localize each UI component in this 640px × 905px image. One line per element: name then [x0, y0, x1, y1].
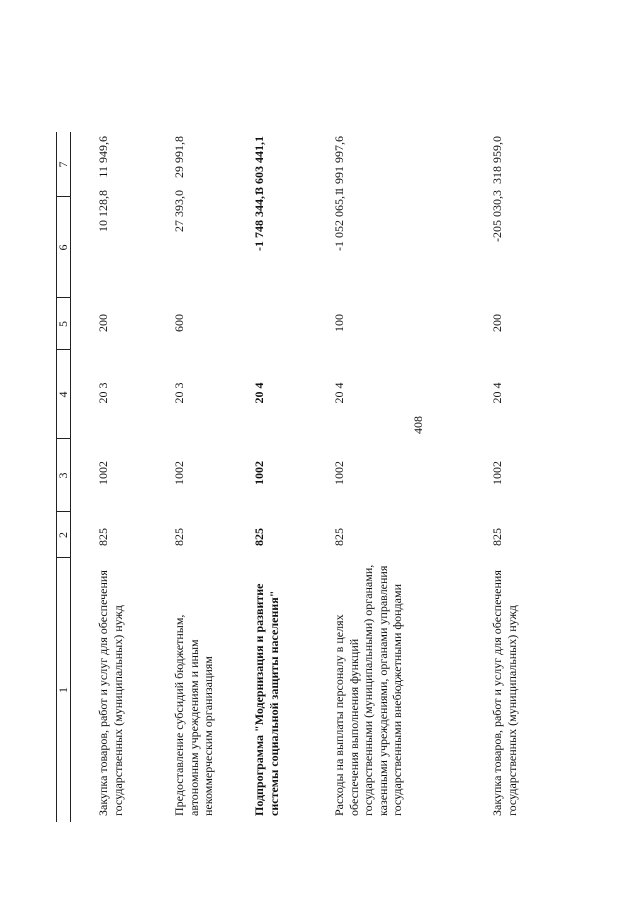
budget-table — [56, 132, 519, 822]
row-description: Закупка товаров, работ и услуг для обеспечения государственных (муниципальных) нужд — [96, 570, 125, 816]
row-col-6: -1 052 065,1 — [332, 190, 346, 251]
header-col-2: 2 — [56, 532, 70, 538]
row-col-6: 10 128,8 — [96, 190, 110, 232]
row-col-2: 825 — [332, 528, 346, 546]
row-col-7: 11 949,6 — [96, 136, 110, 178]
header-col-4: 4 — [56, 391, 70, 398]
row-col-7: 318 959,0 — [490, 136, 504, 184]
row-col-6: -205 030,3 — [490, 190, 504, 242]
row-col-4: 20 4 — [332, 382, 346, 404]
row-col-4: 20 4 — [252, 382, 266, 404]
row-col-3: 1002 — [252, 461, 266, 485]
header-col-3: 3 — [56, 472, 70, 479]
row-col-3: 1002 — [490, 461, 504, 485]
table-header-border — [70, 132, 71, 822]
row-col-2: 825 — [252, 528, 266, 546]
row-col-3: 1002 — [332, 461, 346, 485]
row-col-7: 1 991 997,6 — [332, 136, 346, 193]
row-col-2: 825 — [172, 528, 186, 546]
row-col-2: 825 — [96, 528, 110, 546]
row-col-3: 1002 — [172, 461, 186, 485]
row-col-2: 825 — [490, 528, 504, 546]
row-col-3: 1002 — [96, 461, 110, 485]
row-col-5: 200 — [490, 314, 504, 332]
row-col-4: 20 3 — [172, 382, 186, 404]
row-col-6: 27 393,0 — [172, 190, 186, 232]
header-col-1: 1 — [56, 687, 70, 693]
header-col-6: 6 — [56, 244, 70, 251]
row-description: Подпрограмма "Модернизация и развитие системы социальной защиты населения" — [252, 583, 281, 816]
row-col-7: 3 603 441,1 — [252, 136, 266, 193]
header-col-7: 7 — [56, 161, 70, 168]
row-col-4: 20 3 — [96, 382, 110, 404]
row-col-5: 600 — [172, 314, 186, 332]
row-description: Расходы на выплаты персоналу в целях обеспечения выполнения функций государственными (муниципальными) органами, казенными учреждениями, органами управления государственными внебюджетными фондами — [332, 564, 404, 816]
page-number: 408 — [411, 416, 425, 434]
row-col-4: 20 4 — [490, 382, 504, 404]
row-col-5: 100 — [332, 314, 346, 332]
row-description: Предоставление субсидий бюджетным, автономным учреждениям и иным некоммерческим организациям — [172, 614, 215, 816]
row-description: Закупка товаров, работ и услуг для обеспечения государственных (муниципальных) нужд — [490, 570, 519, 816]
row-col-5: 200 — [96, 314, 110, 332]
row-col-6: -1 748 344,1 — [252, 190, 266, 251]
header-col-5: 5 — [56, 321, 70, 327]
row-col-7: 29 991,8 — [172, 136, 186, 178]
